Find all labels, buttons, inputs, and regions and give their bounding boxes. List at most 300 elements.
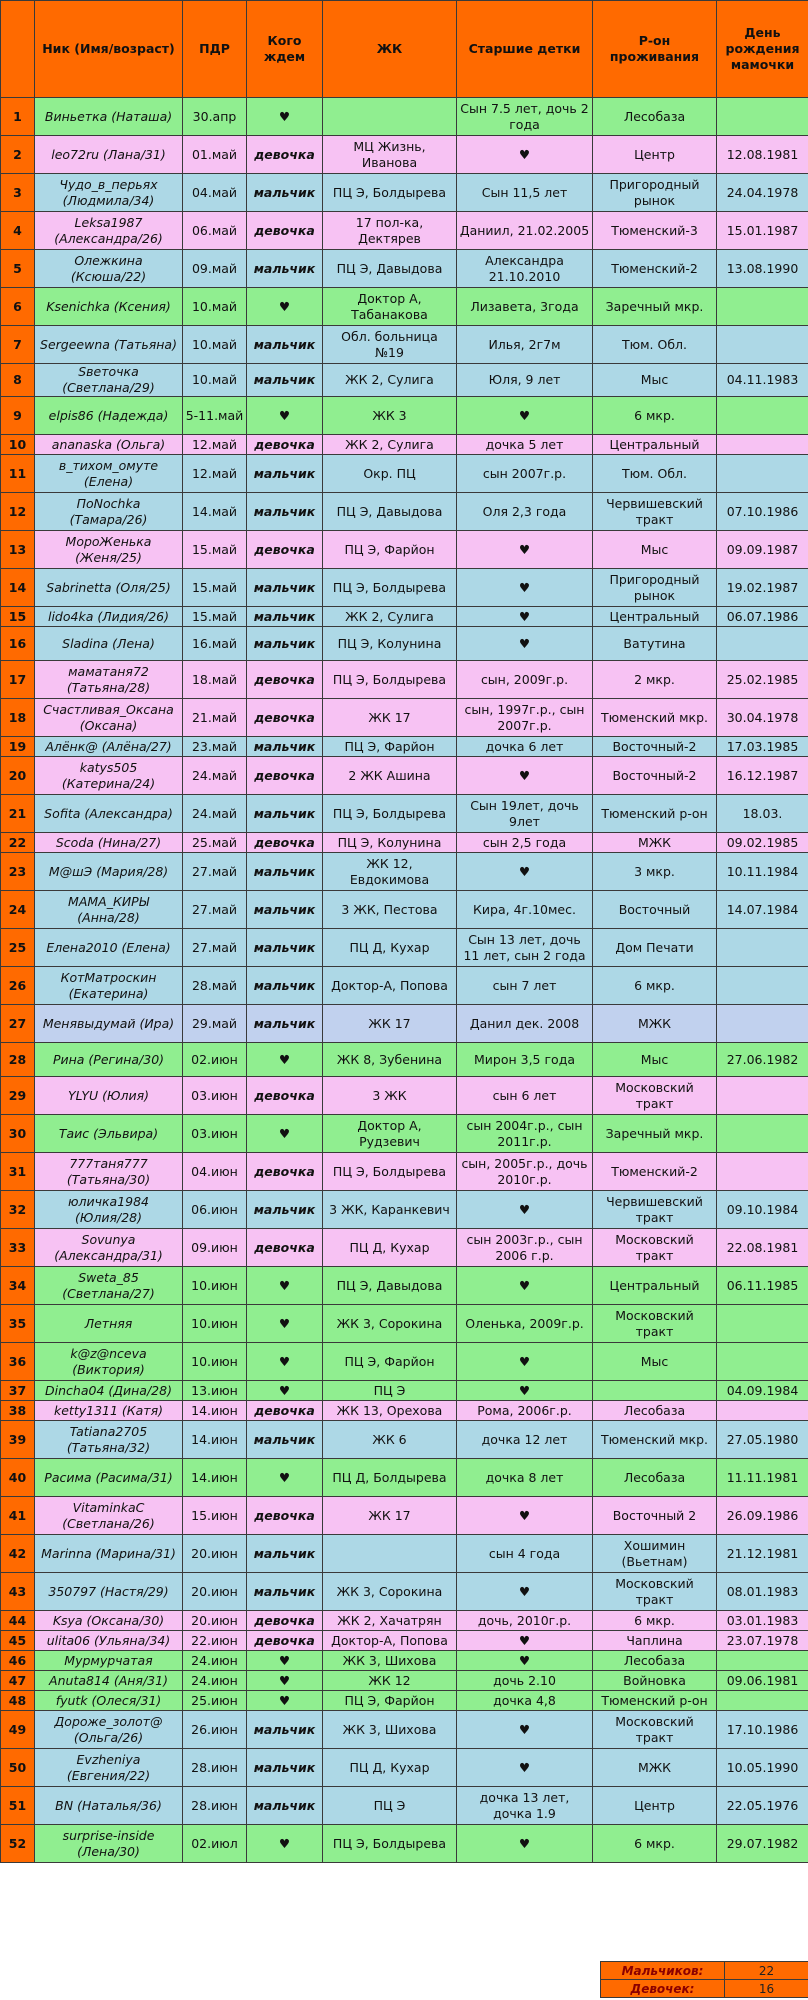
header-num[interactable] <box>1 1 35 98</box>
cell-dr[interactable]: 16.12.1987 <box>717 757 808 795</box>
cell-dr[interactable]: 25.02.1985 <box>717 661 808 699</box>
cell-deti[interactable]: дочь 2.10 <box>457 1671 593 1691</box>
cell-dr[interactable] <box>717 967 808 1005</box>
cell-deti[interactable]: сын 6 лет <box>457 1077 593 1115</box>
cell-dr[interactable]: 06.11.1985 <box>717 1267 808 1305</box>
cell-zhk[interactable]: ПЦ Э, Болдырева <box>323 569 457 607</box>
cell-dr[interactable] <box>717 1115 808 1153</box>
cell-dr[interactable]: 04.11.1983 <box>717 364 808 397</box>
cell-nick[interactable]: М@шЭ (Мария/28) <box>35 853 183 891</box>
cell-dr[interactable]: 29.07.1982 <box>717 1825 808 1863</box>
cell-num[interactable]: 22 <box>1 833 35 853</box>
cell-raion[interactable]: Лесобаза <box>593 1651 717 1671</box>
cell-deti[interactable]: Сын 11,5 лет <box>457 174 593 212</box>
cell-pdr[interactable]: 24.май <box>183 795 247 833</box>
cell-zhk[interactable]: ПЦ Э <box>323 1381 457 1401</box>
cell-kogo[interactable]: девочка <box>247 136 323 174</box>
cell-nick[interactable]: YLYU (Юлия) <box>35 1077 183 1115</box>
cell-num[interactable]: 41 <box>1 1497 35 1535</box>
cell-kogo[interactable]: девочка <box>247 1611 323 1631</box>
cell-nick[interactable]: Sergeewna (Татьяна) <box>35 326 183 364</box>
cell-deti[interactable]: ♥ <box>457 531 593 569</box>
cell-num[interactable]: 26 <box>1 967 35 1005</box>
cell-nick[interactable]: Таис (Эльвира) <box>35 1115 183 1153</box>
header-nick[interactable]: Ник (Имя/возраст) <box>35 1 183 98</box>
cell-kogo[interactable]: мальчик <box>247 1749 323 1787</box>
cell-deti[interactable]: сын, 1997г.р., сын 2007г.р. <box>457 699 593 737</box>
header-zhk[interactable]: ЖК <box>323 1 457 98</box>
cell-deti[interactable]: сын 2,5 года <box>457 833 593 853</box>
cell-raion[interactable]: Пригородный рынок <box>593 569 717 607</box>
cell-kogo[interactable]: мальчик <box>247 1005 323 1043</box>
cell-zhk[interactable]: ЖК 2, Сулига <box>323 435 457 455</box>
cell-nick[interactable]: 777таня777 (Татьяна/30) <box>35 1153 183 1191</box>
cell-num[interactable]: 35 <box>1 1305 35 1343</box>
cell-raion[interactable]: Мыс <box>593 1043 717 1077</box>
cell-pdr[interactable]: 02.июн <box>183 1043 247 1077</box>
cell-dr[interactable]: 11.11.1981 <box>717 1459 808 1497</box>
cell-nick[interactable]: Виньетка (Наташа) <box>35 98 183 136</box>
cell-kogo[interactable]: девочка <box>247 435 323 455</box>
cell-dr[interactable]: 18.03. <box>717 795 808 833</box>
cell-kogo[interactable]: ♥ <box>247 1305 323 1343</box>
cell-raion[interactable]: Восточный 2 <box>593 1497 717 1535</box>
cell-zhk[interactable]: ПЦ Э, Колунина <box>323 627 457 661</box>
header-kogo[interactable]: Кого ждем <box>247 1 323 98</box>
cell-deti[interactable]: Юля, 9 лет <box>457 364 593 397</box>
cell-zhk[interactable]: 3 ЖК, Каранкевич <box>323 1191 457 1229</box>
cell-zhk[interactable]: 3 ЖК <box>323 1077 457 1115</box>
cell-pdr[interactable]: 10.май <box>183 364 247 397</box>
cell-num[interactable]: 31 <box>1 1153 35 1191</box>
cell-deti[interactable]: Сын 13 лет, дочь 11 лет, сын 2 года <box>457 929 593 967</box>
cell-num[interactable]: 38 <box>1 1401 35 1421</box>
cell-num[interactable]: 40 <box>1 1459 35 1497</box>
cell-raion[interactable]: Московский тракт <box>593 1573 717 1611</box>
cell-dr[interactable]: 10.05.1990 <box>717 1749 808 1787</box>
cell-pdr[interactable]: 04.май <box>183 174 247 212</box>
cell-deti[interactable]: дочка 6 лет <box>457 737 593 757</box>
cell-num[interactable]: 25 <box>1 929 35 967</box>
cell-pdr[interactable]: 06.июн <box>183 1191 247 1229</box>
cell-kogo[interactable]: ♥ <box>247 1651 323 1671</box>
cell-kogo[interactable]: ♥ <box>247 1825 323 1863</box>
cell-pdr[interactable]: 20.июн <box>183 1573 247 1611</box>
cell-kogo[interactable]: ♥ <box>247 1381 323 1401</box>
cell-kogo[interactable]: девочка <box>247 531 323 569</box>
cell-dr[interactable]: 06.07.1986 <box>717 607 808 627</box>
cell-raion[interactable]: Мыс <box>593 1343 717 1381</box>
cell-dr[interactable]: 19.02.1987 <box>717 569 808 607</box>
cell-nick[interactable]: в_тихом_омуте (Елена) <box>35 455 183 493</box>
cell-nick[interactable]: Anuta814 (Аня/31) <box>35 1671 183 1691</box>
cell-kogo[interactable]: ♥ <box>247 1267 323 1305</box>
cell-pdr[interactable]: 22.июн <box>183 1631 247 1651</box>
cell-num[interactable]: 28 <box>1 1043 35 1077</box>
cell-kogo[interactable]: девочка <box>247 661 323 699</box>
cell-kogo[interactable]: девочка <box>247 1077 323 1115</box>
cell-zhk[interactable]: ЖК 12 <box>323 1671 457 1691</box>
cell-num[interactable]: 46 <box>1 1651 35 1671</box>
cell-pdr[interactable]: 15.май <box>183 607 247 627</box>
cell-zhk[interactable]: ЖК 17 <box>323 1005 457 1043</box>
cell-pdr[interactable]: 25.май <box>183 833 247 853</box>
cell-zhk[interactable]: ЖК 13, Орехова <box>323 1401 457 1421</box>
cell-num[interactable]: 39 <box>1 1421 35 1459</box>
cell-raion[interactable]: Центральный <box>593 607 717 627</box>
cell-raion[interactable]: 6 мкр. <box>593 1825 717 1863</box>
cell-zhk[interactable]: ЖК 2, Сулига <box>323 607 457 627</box>
cell-nick[interactable]: Летняя <box>35 1305 183 1343</box>
cell-raion[interactable]: 6 мкр. <box>593 967 717 1005</box>
cell-dr[interactable]: 08.01.1983 <box>717 1573 808 1611</box>
cell-zhk[interactable]: ПЦ Д, Кухар <box>323 1749 457 1787</box>
cell-zhk[interactable]: ЖК 12, Евдокимова <box>323 853 457 891</box>
cell-pdr[interactable]: 20.июн <box>183 1611 247 1631</box>
cell-zhk[interactable]: ЖК 17 <box>323 699 457 737</box>
cell-deti[interactable]: сын, 2005г.р., дочь 2010г.р. <box>457 1153 593 1191</box>
cell-pdr[interactable]: 16.май <box>183 627 247 661</box>
cell-nick[interactable]: ПоNochka (Тамара/26) <box>35 493 183 531</box>
cell-pdr[interactable]: 24.июн <box>183 1651 247 1671</box>
cell-deti[interactable]: ♥ <box>457 1343 593 1381</box>
cell-nick[interactable]: surprise-inside (Лена/30) <box>35 1825 183 1863</box>
cell-dr[interactable] <box>717 1153 808 1191</box>
cell-num[interactable]: 30 <box>1 1115 35 1153</box>
cell-pdr[interactable]: 10.май <box>183 326 247 364</box>
cell-pdr[interactable]: 12.май <box>183 455 247 493</box>
cell-kogo[interactable]: девочка <box>247 757 323 795</box>
cell-dr[interactable]: 17.03.1985 <box>717 737 808 757</box>
cell-kogo[interactable]: девочка <box>247 212 323 250</box>
cell-deti[interactable]: Мирон 3,5 года <box>457 1043 593 1077</box>
cell-pdr[interactable]: 28.июн <box>183 1787 247 1825</box>
cell-pdr[interactable]: 14.июн <box>183 1459 247 1497</box>
cell-kogo[interactable]: мальчик <box>247 1573 323 1611</box>
cell-pdr[interactable]: 14.июн <box>183 1401 247 1421</box>
cell-deti[interactable]: сын, 2009г.р. <box>457 661 593 699</box>
cell-pdr[interactable]: 26.июн <box>183 1711 247 1749</box>
cell-dr[interactable] <box>717 326 808 364</box>
cell-num[interactable]: 5 <box>1 250 35 288</box>
cell-zhk[interactable]: ЖК 3, Сорокина <box>323 1573 457 1611</box>
cell-pdr[interactable]: 21.май <box>183 699 247 737</box>
cell-pdr[interactable]: 27.май <box>183 853 247 891</box>
cell-deti[interactable]: сын 2004г.р., сын 2011г.р. <box>457 1115 593 1153</box>
cell-dr[interactable] <box>717 1401 808 1421</box>
cell-pdr[interactable]: 30.апр <box>183 98 247 136</box>
cell-deti[interactable]: ♥ <box>457 1825 593 1863</box>
cell-dr[interactable] <box>717 1305 808 1343</box>
cell-num[interactable]: 11 <box>1 455 35 493</box>
cell-nick[interactable]: Алёнк@ (Алёна/27) <box>35 737 183 757</box>
cell-raion[interactable]: Восточный-2 <box>593 757 717 795</box>
cell-dr[interactable]: 03.01.1983 <box>717 1611 808 1631</box>
cell-num[interactable]: 9 <box>1 397 35 435</box>
cell-kogo[interactable]: мальчик <box>247 1191 323 1229</box>
cell-raion[interactable]: Тюменский-2 <box>593 250 717 288</box>
cell-kogo[interactable]: ♥ <box>247 98 323 136</box>
cell-deti[interactable]: ♥ <box>457 1651 593 1671</box>
cell-num[interactable]: 20 <box>1 757 35 795</box>
cell-pdr[interactable]: 10.июн <box>183 1305 247 1343</box>
cell-raion[interactable]: МЖК <box>593 833 717 853</box>
cell-num[interactable]: 43 <box>1 1573 35 1611</box>
cell-zhk[interactable]: ПЦ Э, Фарйон <box>323 737 457 757</box>
cell-kogo[interactable]: ♥ <box>247 1115 323 1153</box>
cell-dr[interactable]: 27.05.1980 <box>717 1421 808 1459</box>
cell-nick[interactable]: юличка1984 (Юлия/28) <box>35 1191 183 1229</box>
cell-kogo[interactable]: мальчик <box>247 455 323 493</box>
cell-dr[interactable] <box>717 1691 808 1711</box>
cell-nick[interactable]: Мурмурчатая <box>35 1651 183 1671</box>
cell-deti[interactable]: Сын 7.5 лет, дочь 2 года <box>457 98 593 136</box>
cell-pdr[interactable]: 02.июл <box>183 1825 247 1863</box>
cell-nick[interactable]: МороЖенька (Женя/25) <box>35 531 183 569</box>
cell-zhk[interactable]: ЖК 3, Шихова <box>323 1651 457 1671</box>
cell-dr[interactable]: 24.04.1978 <box>717 174 808 212</box>
cell-dr[interactable]: 09.06.1981 <box>717 1671 808 1691</box>
cell-nick[interactable]: Дороже_золот@ (Ольга/26) <box>35 1711 183 1749</box>
cell-dr[interactable] <box>717 435 808 455</box>
cell-zhk[interactable]: ПЦ Э, Давыдова <box>323 493 457 531</box>
cell-num[interactable]: 45 <box>1 1631 35 1651</box>
cell-nick[interactable]: Рина (Регина/30) <box>35 1043 183 1077</box>
cell-pdr[interactable]: 10.июн <box>183 1267 247 1305</box>
cell-dr[interactable]: 10.11.1984 <box>717 853 808 891</box>
cell-pdr[interactable]: 01.май <box>183 136 247 174</box>
cell-num[interactable]: 44 <box>1 1611 35 1631</box>
cell-deti[interactable]: ♥ <box>457 607 593 627</box>
cell-num[interactable]: 6 <box>1 288 35 326</box>
cell-zhk[interactable]: МЦ Жизнь, Иванова <box>323 136 457 174</box>
cell-kogo[interactable]: девочка <box>247 1153 323 1191</box>
cell-deti[interactable]: сын 2007г.р. <box>457 455 593 493</box>
cell-dr[interactable]: 09.09.1987 <box>717 531 808 569</box>
cell-pdr[interactable]: 28.май <box>183 967 247 1005</box>
cell-zhk[interactable] <box>323 98 457 136</box>
cell-num[interactable]: 34 <box>1 1267 35 1305</box>
cell-nick[interactable]: elpis86 (Надежда) <box>35 397 183 435</box>
cell-dr[interactable]: 09.10.1984 <box>717 1191 808 1229</box>
cell-num[interactable]: 27 <box>1 1005 35 1043</box>
girls-count[interactable]: 16 <box>725 1980 808 1998</box>
cell-num[interactable]: 1 <box>1 98 35 136</box>
cell-nick[interactable]: Менявыдумай (Ира) <box>35 1005 183 1043</box>
cell-num[interactable]: 15 <box>1 607 35 627</box>
cell-raion[interactable]: Тюменский-2 <box>593 1153 717 1191</box>
cell-deti[interactable]: Оленька, 2009г.р. <box>457 1305 593 1343</box>
boys-count[interactable]: 22 <box>725 1962 808 1980</box>
cell-num[interactable]: 7 <box>1 326 35 364</box>
cell-nick[interactable]: Sovunya (Александра/31) <box>35 1229 183 1267</box>
cell-pdr[interactable]: 23.май <box>183 737 247 757</box>
cell-deti[interactable]: дочка 12 лет <box>457 1421 593 1459</box>
cell-raion[interactable]: Заречный мкр. <box>593 288 717 326</box>
cell-dr[interactable] <box>717 288 808 326</box>
header-raion[interactable]: Р-он проживания <box>593 1 717 98</box>
cell-kogo[interactable]: девочка <box>247 833 323 853</box>
cell-pdr[interactable]: 15.июн <box>183 1497 247 1535</box>
cell-nick[interactable]: lido4ka (Лидия/26) <box>35 607 183 627</box>
cell-raion[interactable]: Мыс <box>593 531 717 569</box>
cell-kogo[interactable]: мальчик <box>247 929 323 967</box>
cell-num[interactable]: 19 <box>1 737 35 757</box>
cell-pdr[interactable]: 14.май <box>183 493 247 531</box>
cell-raion[interactable]: Лесобаза <box>593 98 717 136</box>
cell-zhk[interactable]: ЖК 8, Зубенина <box>323 1043 457 1077</box>
cell-deti[interactable]: ♥ <box>457 397 593 435</box>
cell-zhk[interactable]: Доктор-А, Попова <box>323 967 457 1005</box>
cell-zhk[interactable]: ПЦ Э, Болдырева <box>323 1825 457 1863</box>
cell-kogo[interactable]: мальчик <box>247 607 323 627</box>
cell-num[interactable]: 4 <box>1 212 35 250</box>
cell-raion[interactable]: Дом Печати <box>593 929 717 967</box>
cell-num[interactable]: 2 <box>1 136 35 174</box>
cell-zhk[interactable]: ПЦ Д, Кухар <box>323 1229 457 1267</box>
cell-raion[interactable]: Московский тракт <box>593 1711 717 1749</box>
cell-nick[interactable]: Sabrinetta (Оля/25) <box>35 569 183 607</box>
cell-dr[interactable]: 27.06.1982 <box>717 1043 808 1077</box>
cell-deti[interactable]: ♥ <box>457 1381 593 1401</box>
cell-deti[interactable]: сын 7 лет <box>457 967 593 1005</box>
cell-nick[interactable]: Елена2010 (Елена) <box>35 929 183 967</box>
cell-deti[interactable]: Оля 2,3 года <box>457 493 593 531</box>
cell-raion[interactable]: Тюменский р-он <box>593 795 717 833</box>
cell-raion[interactable]: Червишевский тракт <box>593 1191 717 1229</box>
cell-deti[interactable]: ♥ <box>457 1573 593 1611</box>
cell-dr[interactable] <box>717 98 808 136</box>
cell-pdr[interactable]: 03.июн <box>183 1077 247 1115</box>
cell-nick[interactable]: Sofita (Александра) <box>35 795 183 833</box>
cell-deti[interactable]: ♥ <box>457 757 593 795</box>
cell-kogo[interactable]: ♥ <box>247 1343 323 1381</box>
cell-deti[interactable]: дочка 13 лет, дочка 1.9 <box>457 1787 593 1825</box>
cell-pdr[interactable]: 18.май <box>183 661 247 699</box>
cell-nick[interactable]: fyutk (Олеся/31) <box>35 1691 183 1711</box>
cell-num[interactable]: 10 <box>1 435 35 455</box>
cell-nick[interactable]: 350797 (Настя/29) <box>35 1573 183 1611</box>
cell-raion[interactable]: Восточный <box>593 891 717 929</box>
cell-deti[interactable]: ♥ <box>457 1191 593 1229</box>
cell-num[interactable]: 14 <box>1 569 35 607</box>
cell-deti[interactable]: Сын 19лет, дочь 9лет <box>457 795 593 833</box>
cell-nick[interactable]: маматаня72 (Татьяна/28) <box>35 661 183 699</box>
cell-deti[interactable]: сын 2003г.р., сын 2006 г.р. <box>457 1229 593 1267</box>
cell-num[interactable]: 33 <box>1 1229 35 1267</box>
cell-deti[interactable]: дочка 8 лет <box>457 1459 593 1497</box>
cell-deti[interactable]: Илья, 2г7м <box>457 326 593 364</box>
cell-deti[interactable]: ♥ <box>457 569 593 607</box>
cell-zhk[interactable]: 2 ЖК Ашина <box>323 757 457 795</box>
cell-dr[interactable] <box>717 929 808 967</box>
cell-pdr[interactable]: 15.май <box>183 569 247 607</box>
cell-zhk[interactable]: ЖК 3 <box>323 397 457 435</box>
cell-num[interactable]: 51 <box>1 1787 35 1825</box>
cell-kogo[interactable]: мальчик <box>247 250 323 288</box>
cell-zhk[interactable]: ПЦ Э, Болдырева <box>323 1153 457 1191</box>
cell-raion[interactable]: 2 мкр. <box>593 661 717 699</box>
cell-raion[interactable] <box>593 1381 717 1401</box>
cell-pdr[interactable]: 29.май <box>183 1005 247 1043</box>
cell-dr[interactable]: 04.09.1984 <box>717 1381 808 1401</box>
cell-kogo[interactable]: мальчик <box>247 1711 323 1749</box>
cell-zhk[interactable]: ПЦ Э, Фарйон <box>323 1691 457 1711</box>
cell-dr[interactable] <box>717 397 808 435</box>
cell-kogo[interactable]: мальчик <box>247 326 323 364</box>
cell-zhk[interactable]: ПЦ Э, Болдырева <box>323 795 457 833</box>
cell-zhk[interactable]: ЖК 2, Сулига <box>323 364 457 397</box>
cell-num[interactable]: 50 <box>1 1749 35 1787</box>
cell-nick[interactable]: katys505 (Катерина/24) <box>35 757 183 795</box>
cell-raion[interactable]: Центр <box>593 1787 717 1825</box>
cell-deti[interactable]: ♥ <box>457 1711 593 1749</box>
cell-zhk[interactable]: ЖК 3, Сорокина <box>323 1305 457 1343</box>
cell-zhk[interactable]: Окр. ПЦ <box>323 455 457 493</box>
cell-kogo[interactable]: девочка <box>247 1631 323 1651</box>
cell-num[interactable]: 52 <box>1 1825 35 1863</box>
cell-num[interactable]: 32 <box>1 1191 35 1229</box>
cell-kogo[interactable]: мальчик <box>247 364 323 397</box>
cell-num[interactable]: 16 <box>1 627 35 661</box>
cell-pdr[interactable]: 04.июн <box>183 1153 247 1191</box>
cell-dr[interactable]: 17.10.1986 <box>717 1711 808 1749</box>
cell-zhk[interactable]: ПЦ Э, Фарйон <box>323 1343 457 1381</box>
cell-nick[interactable]: КотМатроскин (Екатерина) <box>35 967 183 1005</box>
cell-nick[interactable]: Чудо_в_перьях (Людмила/34) <box>35 174 183 212</box>
cell-zhk[interactable]: Доктор А, Табанакова <box>323 288 457 326</box>
cell-raion[interactable]: Московский тракт <box>593 1077 717 1115</box>
cell-kogo[interactable]: девочка <box>247 1401 323 1421</box>
cell-num[interactable]: 42 <box>1 1535 35 1573</box>
cell-num[interactable]: 48 <box>1 1691 35 1711</box>
cell-kogo[interactable]: ♥ <box>247 1671 323 1691</box>
cell-nick[interactable]: VitaminkaC (Светлана/26) <box>35 1497 183 1535</box>
cell-num[interactable]: 3 <box>1 174 35 212</box>
cell-deti[interactable]: ♥ <box>457 853 593 891</box>
cell-raion[interactable]: Восточный-2 <box>593 737 717 757</box>
cell-kogo[interactable]: мальчик <box>247 891 323 929</box>
cell-zhk[interactable]: 17 пол-ка, Дектярев <box>323 212 457 250</box>
cell-zhk[interactable]: ПЦ Э, Колунина <box>323 833 457 853</box>
cell-raion[interactable]: Пригородный рынок <box>593 174 717 212</box>
cell-nick[interactable]: Evzheniya (Евгения/22) <box>35 1749 183 1787</box>
cell-deti[interactable]: Кира, 4г.10мес. <box>457 891 593 929</box>
header-deti[interactable]: Старшие детки <box>457 1 593 98</box>
cell-deti[interactable]: дочка 5 лет <box>457 435 593 455</box>
cell-zhk[interactable]: Доктор А, Рудзевич <box>323 1115 457 1153</box>
cell-kogo[interactable]: ♥ <box>247 1043 323 1077</box>
header-dr[interactable]: День рождения мамочки <box>717 1 808 98</box>
cell-nick[interactable]: Leksa1987 (Александра/26) <box>35 212 183 250</box>
girls-label[interactable]: Девочек: <box>601 1980 725 1998</box>
cell-raion[interactable]: Хошимин (Вьетнам) <box>593 1535 717 1573</box>
cell-pdr[interactable]: 06.май <box>183 212 247 250</box>
cell-raion[interactable]: 3 мкр. <box>593 853 717 891</box>
cell-raion[interactable]: Заречный мкр. <box>593 1115 717 1153</box>
cell-num[interactable]: 18 <box>1 699 35 737</box>
cell-pdr[interactable]: 24.май <box>183 757 247 795</box>
cell-zhk[interactable]: ЖК 6 <box>323 1421 457 1459</box>
cell-zhk[interactable] <box>323 1535 457 1573</box>
cell-nick[interactable]: ulita06 (Ульяна/34) <box>35 1631 183 1651</box>
cell-pdr[interactable]: 5-11.май <box>183 397 247 435</box>
cell-num[interactable]: 13 <box>1 531 35 569</box>
cell-raion[interactable]: Тюменский-3 <box>593 212 717 250</box>
cell-dr[interactable]: 23.07.1978 <box>717 1631 808 1651</box>
cell-deti[interactable]: Рома, 2006г.р. <box>457 1401 593 1421</box>
cell-dr[interactable]: 15.01.1987 <box>717 212 808 250</box>
